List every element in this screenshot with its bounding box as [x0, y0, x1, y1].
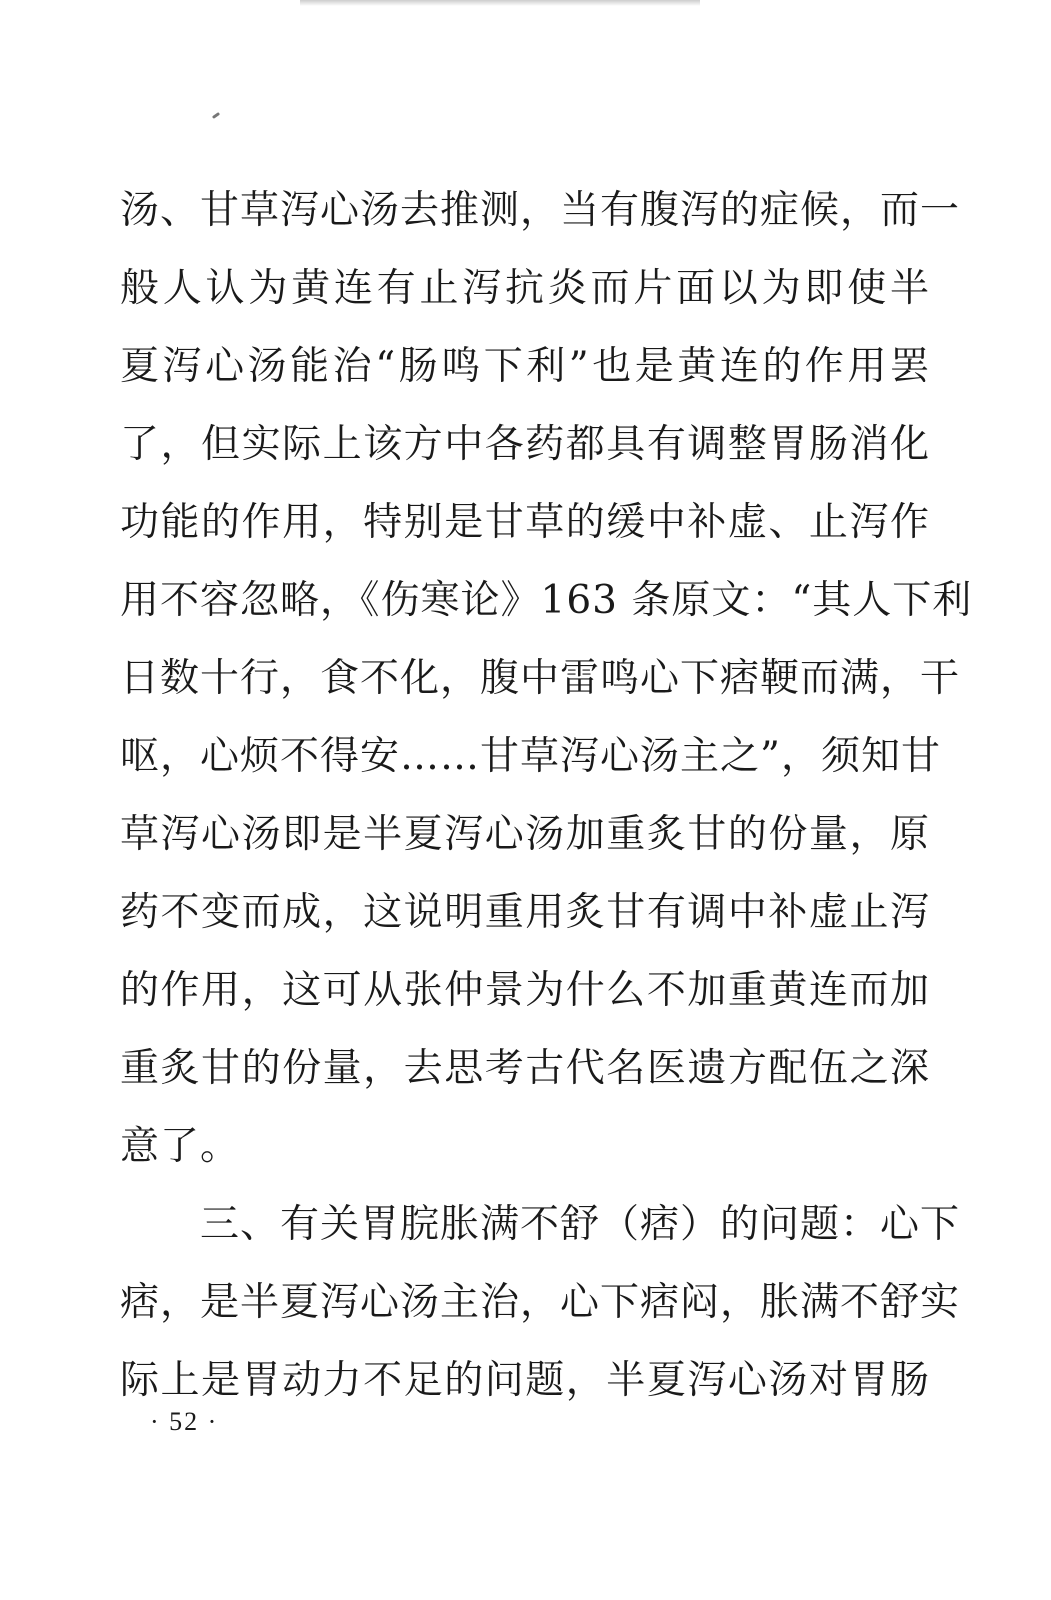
text-line: 药不变而成，这说明重用炙甘有调中补虚止泻: [120, 890, 930, 935]
text-line: 重炙甘的份量，去思考古代名医遗方配伍之深: [120, 1046, 930, 1091]
text-line: 了，但实际上该方中各药都具有调整胃肠消化: [120, 422, 930, 467]
text-line: 际上是胃动力不足的问题，半夏泻心汤对胃肠: [120, 1358, 930, 1403]
text-line: 用不容忽略，《伤寒论》163 条原文：“其人下利: [120, 578, 973, 623]
text-line: 般人认为黄连有止泻抗炎而片面以为即使半: [120, 266, 930, 311]
text-line: 夏泻心汤能治“肠鸣下利”也是黄连的作用罢: [120, 344, 930, 389]
page-number: · 52 ·: [150, 1407, 219, 1436]
body-text: [120, 172, 973, 1420]
text-line: 功能的作用，特别是甘草的缓中补虚、止泻作: [120, 500, 930, 545]
text-line: 的作用，这可从张仲景为什么不加重黄连而加: [120, 968, 930, 1013]
section-heading-line: 三、有关胃脘胀满不舒（痞）的问题：心下: [200, 1202, 961, 1247]
text-line: 日数十行，食不化，腹中雷鸣心下痞鞕而满，干: [120, 656, 961, 701]
scan-smudge: [300, 0, 700, 6]
text-line: 痞，是半夏泻心汤主治，心下痞闷，胀满不舒实: [120, 1280, 961, 1325]
text-line: 意了。: [120, 1124, 241, 1169]
text-line: 呕，心烦不得安……甘草泻心汤主之”，须知甘: [120, 734, 941, 779]
text-line: 草泻心汤即是半夏泻心汤加重炙甘的份量，原: [120, 812, 930, 857]
text-line: 汤、甘草泻心汤去推测，当有腹泻的症候，而一: [120, 188, 961, 233]
scan-speck: [212, 112, 220, 119]
